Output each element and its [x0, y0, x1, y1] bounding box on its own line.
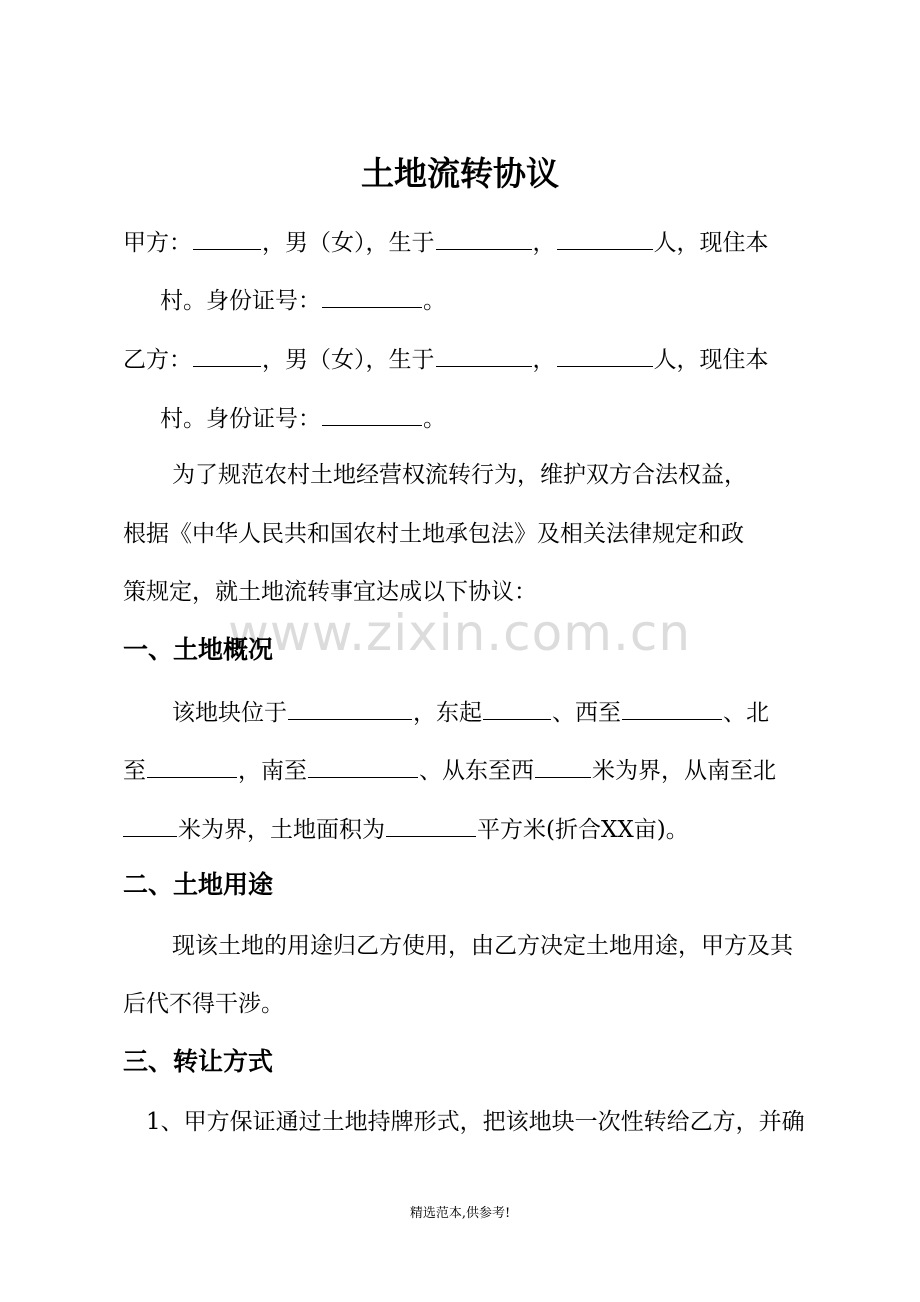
- section-heading-2: 二、土地用途: [123, 870, 274, 899]
- blank-field: [288, 696, 412, 720]
- blank-field: [436, 226, 532, 250]
- section1-line-2: 至 ，南至 、从东至西 米为界，从南至北: [123, 754, 776, 786]
- party-a-line: 甲方： ，男（女），生于 ， 人，现住本: [123, 226, 769, 258]
- section2-line-2: 后代不得干涉。: [123, 991, 284, 1017]
- document-title: 土地流转协议: [361, 154, 559, 193]
- intro-line-2: 根据《中华人民共和国农村土地承包法》及相关法律规定和政: [123, 521, 744, 547]
- section2-line-1: 现该土地的用途归乙方使用，由乙方决定土地用途，甲方及其: [172, 933, 793, 959]
- blank-field: [483, 696, 551, 720]
- blank-field: [123, 813, 177, 837]
- section3-line-1: 1、甲方保证通过土地持牌形式，把该地块一次性转给乙方，并确: [146, 1109, 805, 1135]
- blank-field: [622, 696, 722, 720]
- blank-field: [322, 402, 422, 426]
- section-heading-1: 一、土地概况: [123, 635, 274, 664]
- blank-field: [308, 754, 418, 778]
- blank-field: [557, 226, 653, 250]
- blank-field: [535, 754, 591, 778]
- party-b-id-line: 村。身份证号： 。: [160, 402, 446, 434]
- blank-field: [193, 226, 261, 250]
- party-a-id-line: 村。身份证号： 。: [160, 284, 446, 316]
- blank-field: [147, 754, 237, 778]
- section1-line-1: 该地块位于 ，东起 、西至 、北: [172, 696, 769, 728]
- intro-line-3: 策规定，就土地流转事宜达成以下协议：: [123, 579, 537, 605]
- page-footer: 精选范本,供参考!: [409, 1206, 511, 1221]
- blank-field: [193, 343, 261, 367]
- section-heading-3: 三、转让方式: [123, 1047, 274, 1076]
- blank-field: [436, 343, 532, 367]
- intro-line-1: 为了规范农村土地经营权流转行为，维护双方合法权益，: [172, 462, 747, 488]
- watermark: www.zixin.com.cn: [228, 604, 692, 662]
- blank-field: [386, 813, 476, 837]
- party-b-line: 乙方： ，男（女），生于 ， 人，现住本: [123, 343, 769, 375]
- blank-field: [557, 343, 653, 367]
- blank-field: [322, 284, 422, 308]
- section1-line-3: 米为界，土地面积为 平方米(折合XX亩)。: [123, 813, 689, 845]
